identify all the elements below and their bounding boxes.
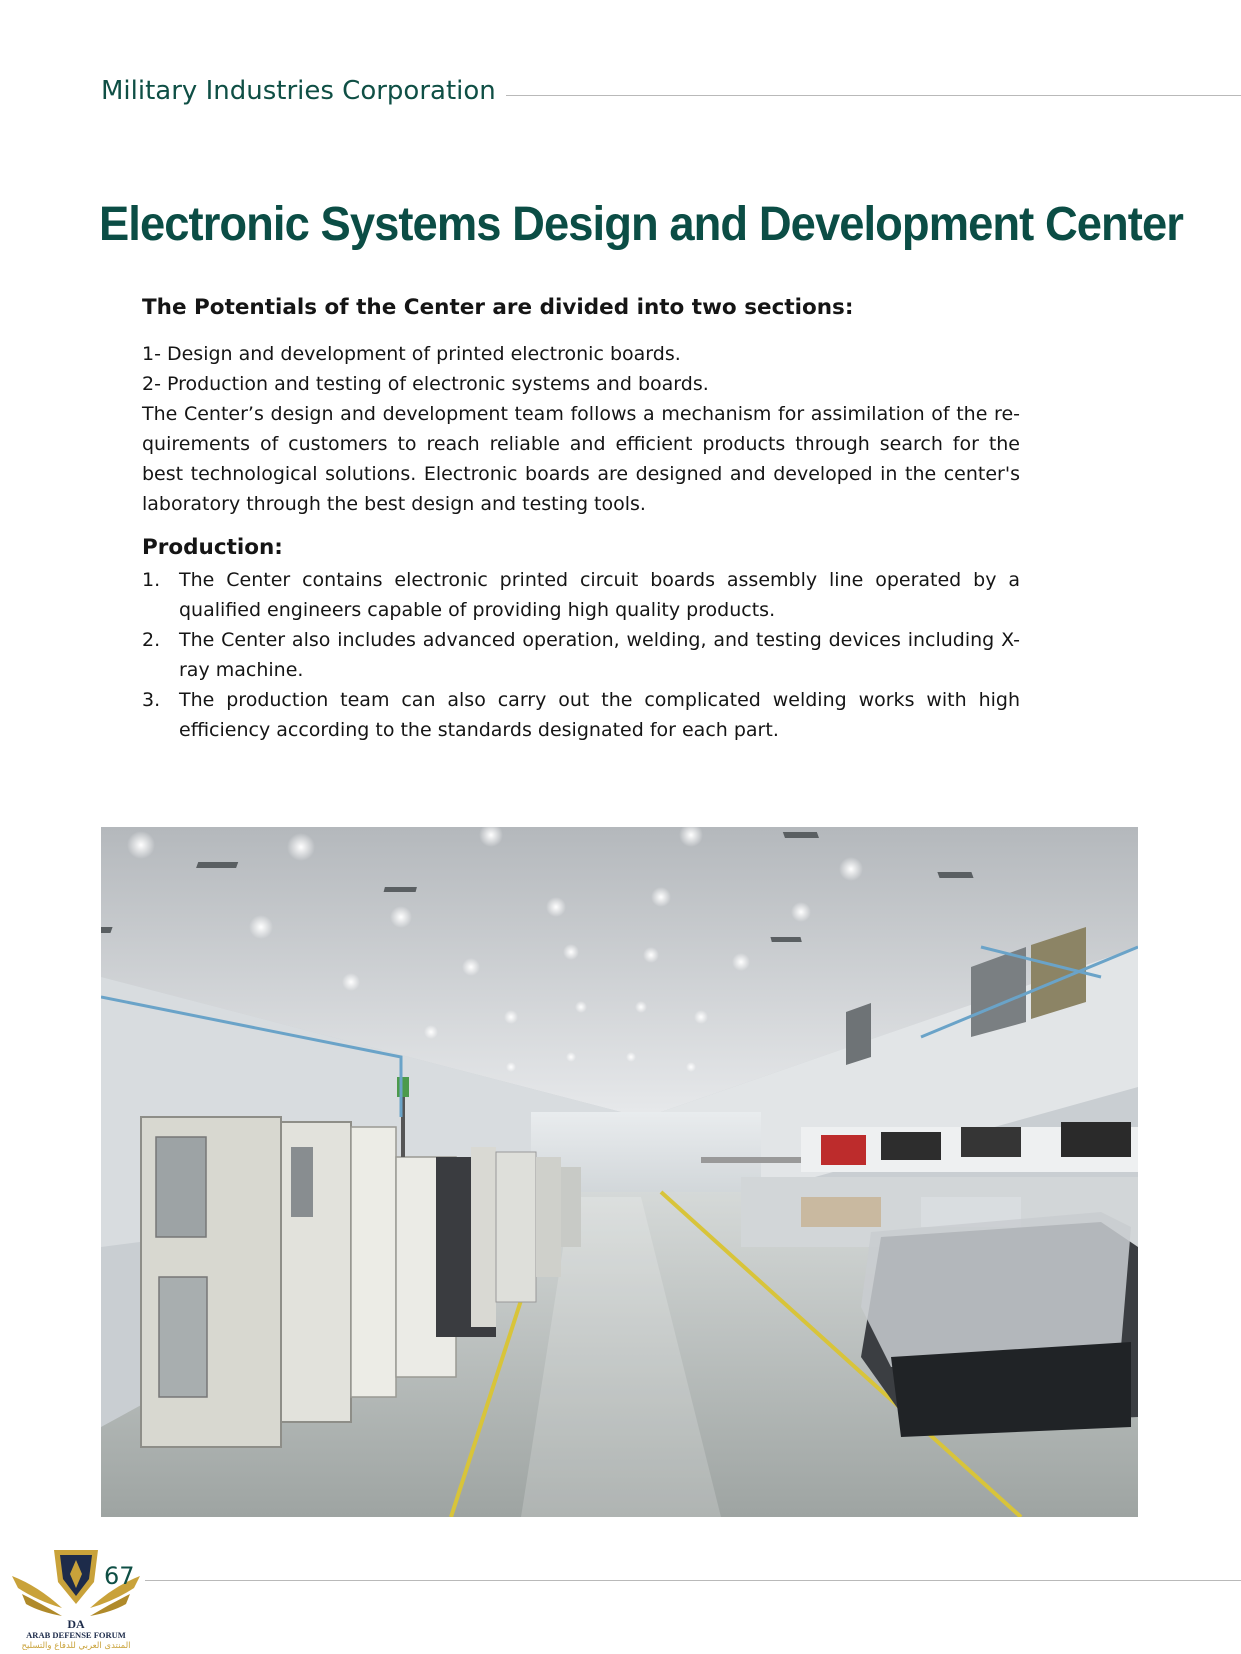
main-content bbox=[142, 293, 1020, 745]
potentials-line-1: 1- Design and development of printed electronic boards. bbox=[142, 343, 681, 365]
production-list bbox=[142, 565, 1020, 745]
logo-arabic-text: المنتدى العربي للدفاع والتسليح bbox=[21, 1641, 131, 1650]
list-item bbox=[142, 625, 1020, 685]
list-item-number: 3. bbox=[142, 689, 161, 711]
list-item-text: The Center also includes advanced operation, welding, and testing devices including X-ray machine. bbox=[179, 629, 1020, 681]
factory-floor-photo bbox=[101, 827, 1138, 1517]
potentials-heading: The Potentials of the Center are divided into two sections: bbox=[142, 295, 854, 320]
potentials-paragraph: The Center’s design and development team follows a mechanism for assimilation of the requirements of customers to reach reliable and efficient products through search for the best technological solutions. Electronic boards are designed and developed in the center's laboratory through the best design and testing tools. bbox=[142, 403, 1020, 515]
list-item-text: The Center contains electronic printed circuit boards assembly line operated by a qualified engineers capable of providing high quality products. bbox=[179, 569, 1020, 621]
list-item bbox=[142, 685, 1020, 745]
footer-divider bbox=[145, 1580, 1241, 1581]
list-item-number: 2. bbox=[142, 629, 161, 651]
potentials-line-2: 2- Production and testing of electronic systems and boards. bbox=[142, 373, 709, 395]
list-item-number: 1. bbox=[142, 569, 161, 591]
list-item-text: The production team can also carry out the complicated welding works with high efficiency according to the standards designated for each part. bbox=[179, 689, 1020, 741]
header-organization: Military Industries Corporation bbox=[101, 76, 496, 106]
page-number: 67 bbox=[104, 1562, 135, 1590]
page-title: Electronic Systems Design and Development Center bbox=[99, 198, 1183, 251]
logo-text: ARAB DEFENSE FORUM bbox=[26, 1630, 126, 1640]
header-divider bbox=[506, 95, 1241, 96]
svg-text:DA: DA bbox=[67, 1617, 85, 1631]
production-heading: Production: bbox=[142, 535, 283, 560]
list-item bbox=[142, 565, 1020, 625]
